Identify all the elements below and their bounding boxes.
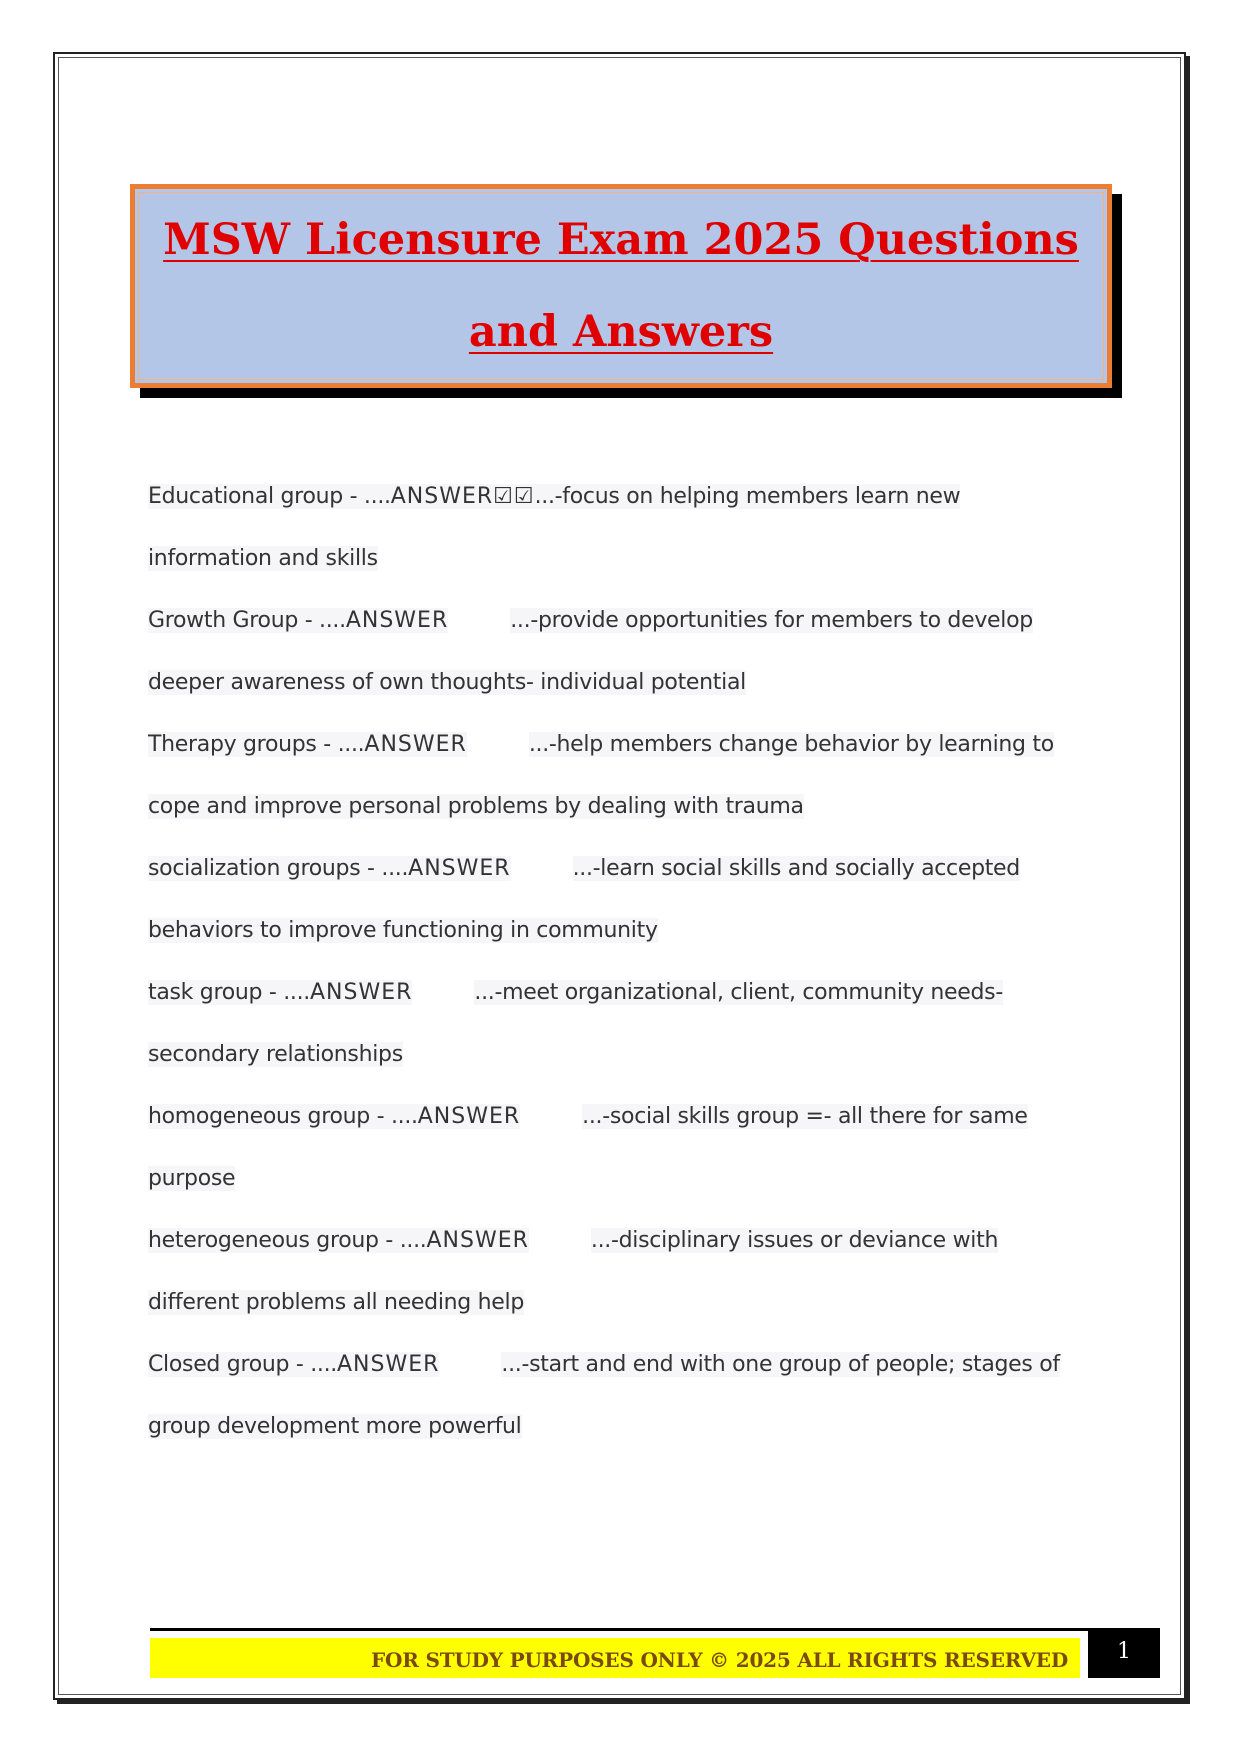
qa-term: Educational group - .... (148, 484, 391, 509)
qa-answer-key: ANSWER (417, 1104, 521, 1129)
qa-answer-key: ANSWER (408, 856, 511, 881)
document-title: MSW Licensure Exam 2025 Questions and Answers (163, 215, 1079, 357)
footer-rule (150, 1628, 1092, 1631)
qa-term: homogeneous group - .... (148, 1104, 418, 1129)
qa-term: Therapy groups - .... (148, 732, 365, 757)
qa-answer: ...-meet organizational, client, community needs- secondary relationships (148, 980, 1003, 1067)
qa-item (148, 466, 1088, 590)
qa-term: socialization groups - .... (148, 856, 409, 881)
qa-answer: ...-start and end with one group of people; stages of group development more powerful (148, 1352, 1060, 1439)
qa-term: heterogeneous group - .... (148, 1228, 427, 1253)
qa-answer: ...-learn social skills and socially accepted behaviors to improve functioning in community (148, 856, 1020, 943)
qa-answer: ...-disciplinary issues or deviance with different problems all needing help (148, 1228, 999, 1315)
qa-item (148, 1334, 1088, 1458)
qa-term: Growth Group - .... (148, 608, 346, 633)
qa-item (148, 1210, 1088, 1334)
qa-answer: ...-social skills group =- all there for same purpose (148, 1104, 1028, 1191)
qa-list (148, 466, 1088, 1458)
qa-answer-key: ANSWER (426, 1228, 529, 1253)
qa-item (148, 838, 1088, 962)
qa-answer-key: ANSWER (345, 608, 449, 633)
qa-answer: ...-provide opportunities for members to develop deeper awareness of own thoughts- individual potential (148, 608, 1033, 695)
qa-answer: ...-focus on helping members learn new information and skills (148, 484, 961, 571)
qa-answer-key: ANSWER (336, 1352, 440, 1377)
title-box (130, 184, 1112, 388)
qa-term: task group - .... (148, 980, 310, 1005)
qa-item (148, 1086, 1088, 1210)
qa-answer-key: ANSWER (310, 980, 413, 1005)
qa-answer: ...-help members change behavior by learning to cope and improve personal problems by dealing with trauma (148, 732, 1054, 819)
qa-term: Closed group - .... (148, 1352, 337, 1377)
footer-text: FOR STUDY PURPOSES ONLY © 2025 ALL RIGHTS RESERVED (371, 1648, 1068, 1672)
qa-item (148, 590, 1088, 714)
qa-item (148, 962, 1088, 1086)
qa-answer-key: ANSWER☑☑ (390, 484, 535, 509)
qa-item (148, 714, 1088, 838)
qa-answer-key: ANSWER (364, 732, 467, 757)
page-number: 1 (1088, 1628, 1160, 1678)
